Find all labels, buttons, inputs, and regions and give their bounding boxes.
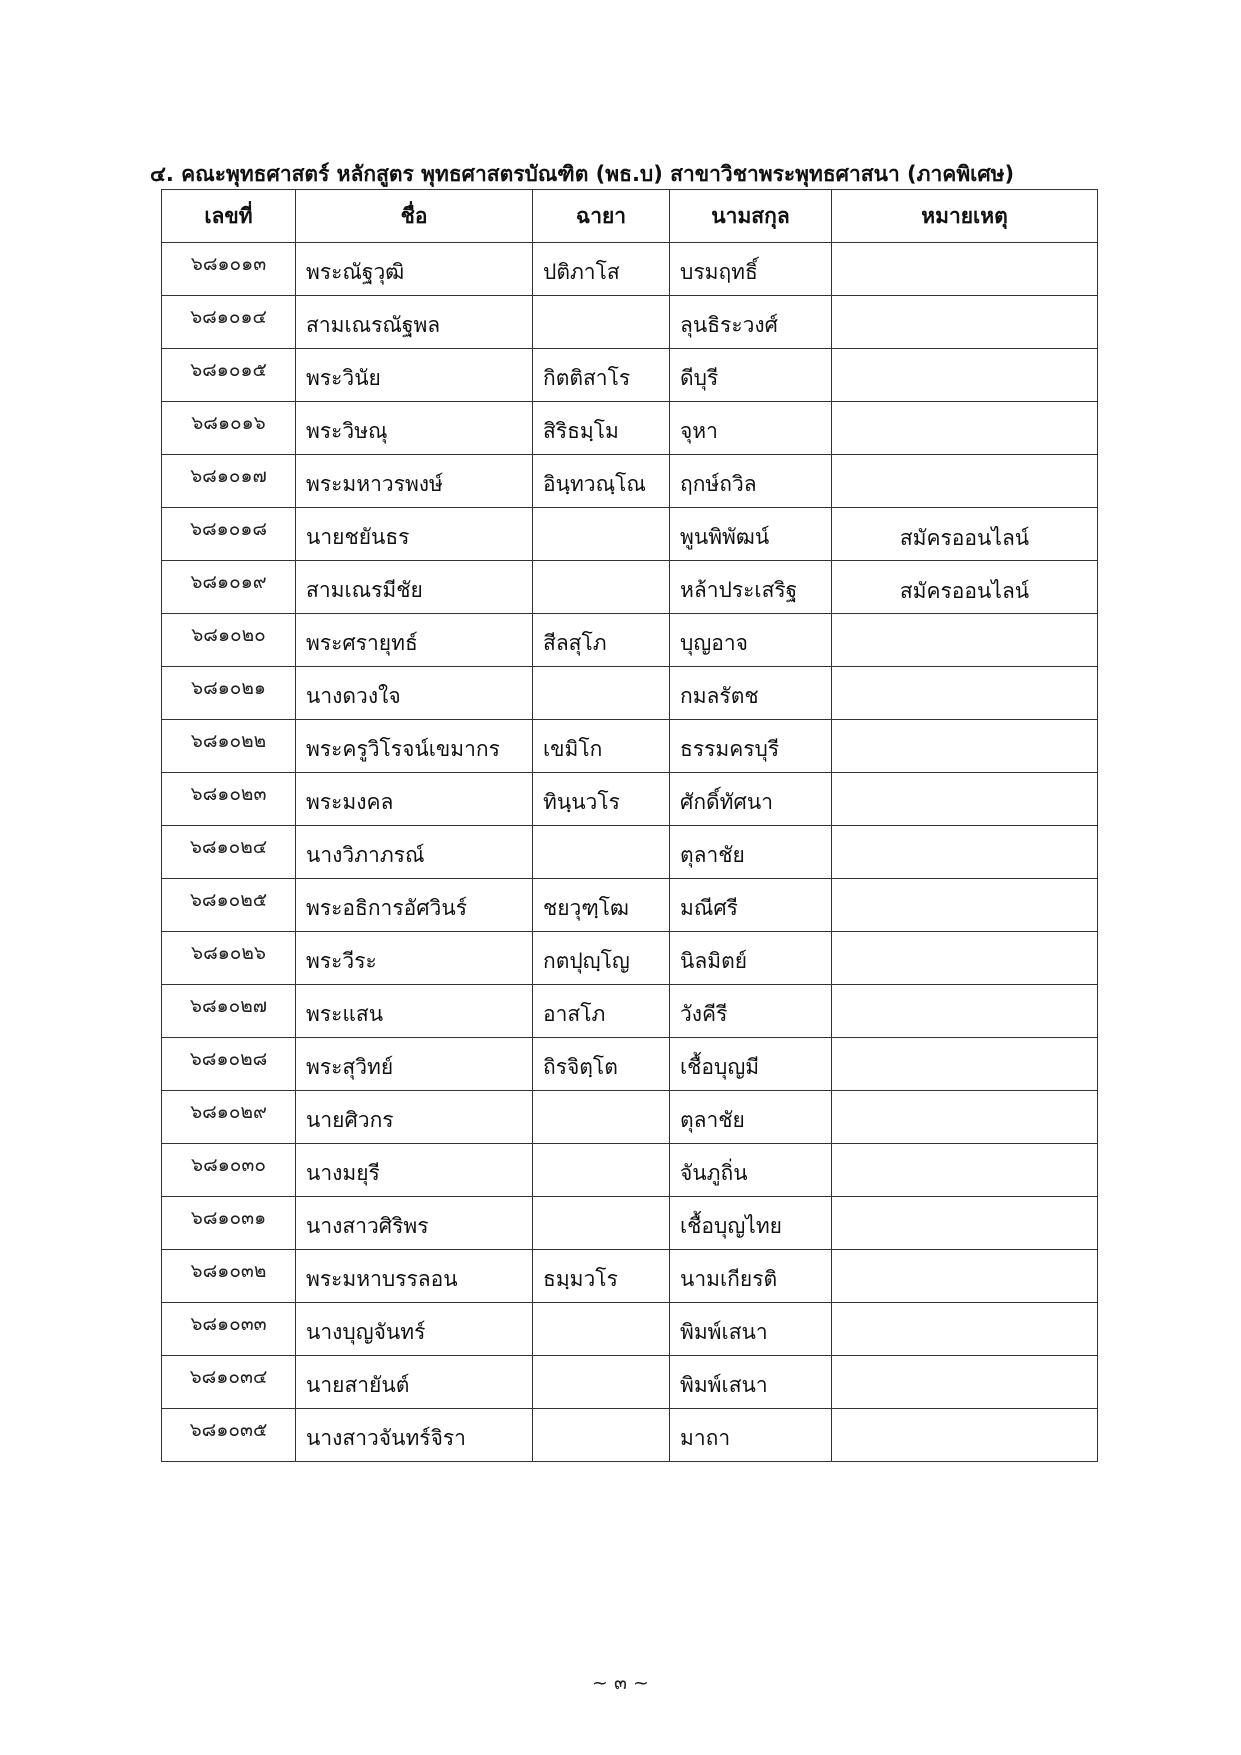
cell-number: ๖๘๑๐๓๓ [162,1303,296,1356]
cell-number: ๖๘๑๐๒๗ [162,985,296,1038]
cell-name: นายสายันต์ [296,1356,533,1409]
table-row [162,243,1098,296]
table-row [162,508,1098,561]
cell-ordination-name [533,296,670,349]
cell-ordination-name [533,1197,670,1250]
header-number: เลขที่ [162,190,296,243]
cell-name: พระมหาบรรลอน [296,1250,533,1303]
cell-remark [832,1250,1098,1303]
cell-number: ๖๘๑๐๑๔ [162,296,296,349]
cell-number: ๖๘๑๐๓๕ [162,1409,296,1462]
table-row [162,1409,1098,1462]
cell-ordination-name [533,1303,670,1356]
cell-number: ๖๘๑๐๒๓ [162,773,296,826]
cell-ordination-name: ชยวุฑฺโฒ [533,879,670,932]
header-name: ชื่อ [296,190,533,243]
cell-remark [832,879,1098,932]
cell-remark [832,667,1098,720]
cell-number: ๖๘๑๐๒๐ [162,614,296,667]
cell-name: พระมหาวรพงษ์ [296,455,533,508]
cell-name: พระอธิการอัศวินร์ [296,879,533,932]
cell-ordination-name: ทินฺนวโร [533,773,670,826]
cell-surname: จันภูถิ่น [670,1144,832,1197]
header-surname: นามสกุล [670,190,832,243]
table-row [162,826,1098,879]
cell-remark [832,455,1098,508]
cell-number: ๖๘๑๐๑๙ [162,561,296,614]
cell-name: พระครูวิโรจน์เขมากร [296,720,533,773]
table-header-row [162,190,1098,243]
cell-ordination-name [533,508,670,561]
cell-surname: ตุลาชัย [670,826,832,879]
cell-number: ๖๘๑๐๒๙ [162,1091,296,1144]
cell-surname: เชื้อบุญมี [670,1038,832,1091]
cell-surname: วังคีรี [670,985,832,1038]
cell-ordination-name [533,1409,670,1462]
cell-name: นายชยันธร [296,508,533,561]
cell-remark [832,349,1098,402]
cell-number: ๖๘๑๐๒๔ [162,826,296,879]
cell-number: ๖๘๑๐๓๔ [162,1356,296,1409]
table-row [162,667,1098,720]
cell-name: พระแสน [296,985,533,1038]
table-row [162,402,1098,455]
cell-ordination-name [533,667,670,720]
cell-name: พระศรายุทธ์ [296,614,533,667]
table-row [162,349,1098,402]
table-row [162,1091,1098,1144]
cell-number: ๖๘๑๐๑๓ [162,243,296,296]
cell-ordination-name: อินฺทวณฺโณ [533,455,670,508]
cell-name: พระวิษณุ [296,402,533,455]
cell-surname: บุญอาจ [670,614,832,667]
cell-ordination-name: เขมิโก [533,720,670,773]
cell-surname: ดีบุรี [670,349,832,402]
cell-ordination-name: สิริธมฺโม [533,402,670,455]
cell-number: ๖๘๑๐๑๕ [162,349,296,402]
table-row [162,720,1098,773]
table-body [162,243,1098,1462]
cell-ordination-name [533,561,670,614]
cell-remark [832,773,1098,826]
cell-surname: พิมพ์เสนา [670,1356,832,1409]
cell-remark [832,1303,1098,1356]
cell-surname: พิมพ์เสนา [670,1303,832,1356]
cell-surname: บรมฤทธิ์ [670,243,832,296]
table-row [162,561,1098,614]
cell-surname: ศักดิ์ทัศนา [670,773,832,826]
table-row [162,296,1098,349]
table-row [162,1303,1098,1356]
cell-ordination-name: อาสโภ [533,985,670,1038]
cell-surname: ตุลาชัย [670,1091,832,1144]
cell-surname: นามเกียรติ [670,1250,832,1303]
cell-remark [832,720,1098,773]
cell-ordination-name: ถิรจิตฺโต [533,1038,670,1091]
cell-remark [832,296,1098,349]
cell-remark [832,614,1098,667]
cell-name: พระณัฐวุฒิ [296,243,533,296]
cell-surname: จุหา [670,402,832,455]
cell-surname: พูนพิพัฒน์ [670,508,832,561]
student-roster-table [161,189,1098,1462]
cell-remark [832,932,1098,985]
table-row [162,773,1098,826]
cell-remark [832,1144,1098,1197]
cell-name: นางสาวจันทร์จิรา [296,1409,533,1462]
cell-ordination-name [533,826,670,879]
cell-remark [832,243,1098,296]
cell-number: ๖๘๑๐๑๖ [162,402,296,455]
table-row [162,932,1098,985]
cell-number: ๖๘๑๐๓๐ [162,1144,296,1197]
table-row [162,1356,1098,1409]
table-row [162,1250,1098,1303]
page-number: ~ ๓ ~ [592,1672,649,1694]
cell-remark: สมัครออนไลน์ [832,508,1098,561]
cell-number: ๖๘๑๐๒๒ [162,720,296,773]
table-row [162,1038,1098,1091]
cell-remark: สมัครออนไลน์ [832,561,1098,614]
cell-name: นางสาวศิริพร [296,1197,533,1250]
table-row [162,985,1098,1038]
cell-ordination-name: ธมฺมวโร [533,1250,670,1303]
cell-remark [832,1197,1098,1250]
cell-number: ๖๘๑๐๑๘ [162,508,296,561]
cell-number: ๖๘๑๐๒๑ [162,667,296,720]
cell-name: นางมยุรี [296,1144,533,1197]
cell-name: พระวีระ [296,932,533,985]
cell-ordination-name: กตปุญฺโญ [533,932,670,985]
section-heading: ๔. คณะพุทธศาสตร์ หลักสูตร พุทธศาสตรบัณฑิต (พธ.บ) สาขาวิชาพระพุทธศาสนา (ภาคพิเศษ) [150,162,1015,186]
cell-number: ๖๘๑๐๒๘ [162,1038,296,1091]
cell-remark [832,826,1098,879]
cell-remark [832,1356,1098,1409]
cell-remark [832,1038,1098,1091]
table-row [162,614,1098,667]
cell-surname: ฤกษ์ถวิล [670,455,832,508]
cell-name: นางดวงใจ [296,667,533,720]
cell-name: นางบุญจันทร์ [296,1303,533,1356]
cell-surname: เชื้อบุญไทย [670,1197,832,1250]
table-row [162,455,1098,508]
cell-ordination-name [533,1091,670,1144]
cell-surname: มาถา [670,1409,832,1462]
cell-ordination-name [533,1356,670,1409]
cell-surname: ธรรมครบุรี [670,720,832,773]
header-remark: หมายเหตุ [832,190,1098,243]
table-row [162,1197,1098,1250]
cell-name: พระมงคล [296,773,533,826]
cell-remark [832,1091,1098,1144]
cell-number: ๖๘๑๐๑๗ [162,455,296,508]
cell-surname: หล้าประเสริฐ [670,561,832,614]
cell-ordination-name [533,1144,670,1197]
cell-remark [832,402,1098,455]
cell-ordination-name: กิตติสาโร [533,349,670,402]
cell-name: สามเณรมีชัย [296,561,533,614]
cell-surname: นิลมิตย์ [670,932,832,985]
cell-number: ๖๘๑๐๒๖ [162,932,296,985]
cell-ordination-name: สีลสุโภ [533,614,670,667]
cell-name: พระวินัย [296,349,533,402]
cell-surname: กมลรัตช [670,667,832,720]
cell-surname: มณีศรี [670,879,832,932]
table-row [162,879,1098,932]
cell-name: พระสุวิทย์ [296,1038,533,1091]
cell-name: นางวิภาภรณ์ [296,826,533,879]
cell-number: ๖๘๑๐๓๑ [162,1197,296,1250]
cell-surname: ลุนธิระวงศ์ [670,296,832,349]
cell-remark [832,985,1098,1038]
table-row [162,1144,1098,1197]
cell-number: ๖๘๑๐๒๕ [162,879,296,932]
cell-name: สามเณรณัฐพล [296,296,533,349]
cell-remark [832,1409,1098,1462]
cell-ordination-name: ปติภาโส [533,243,670,296]
header-ordination-name: ฉายา [533,190,670,243]
cell-number: ๖๘๑๐๓๒ [162,1250,296,1303]
cell-name: นายศิวกร [296,1091,533,1144]
